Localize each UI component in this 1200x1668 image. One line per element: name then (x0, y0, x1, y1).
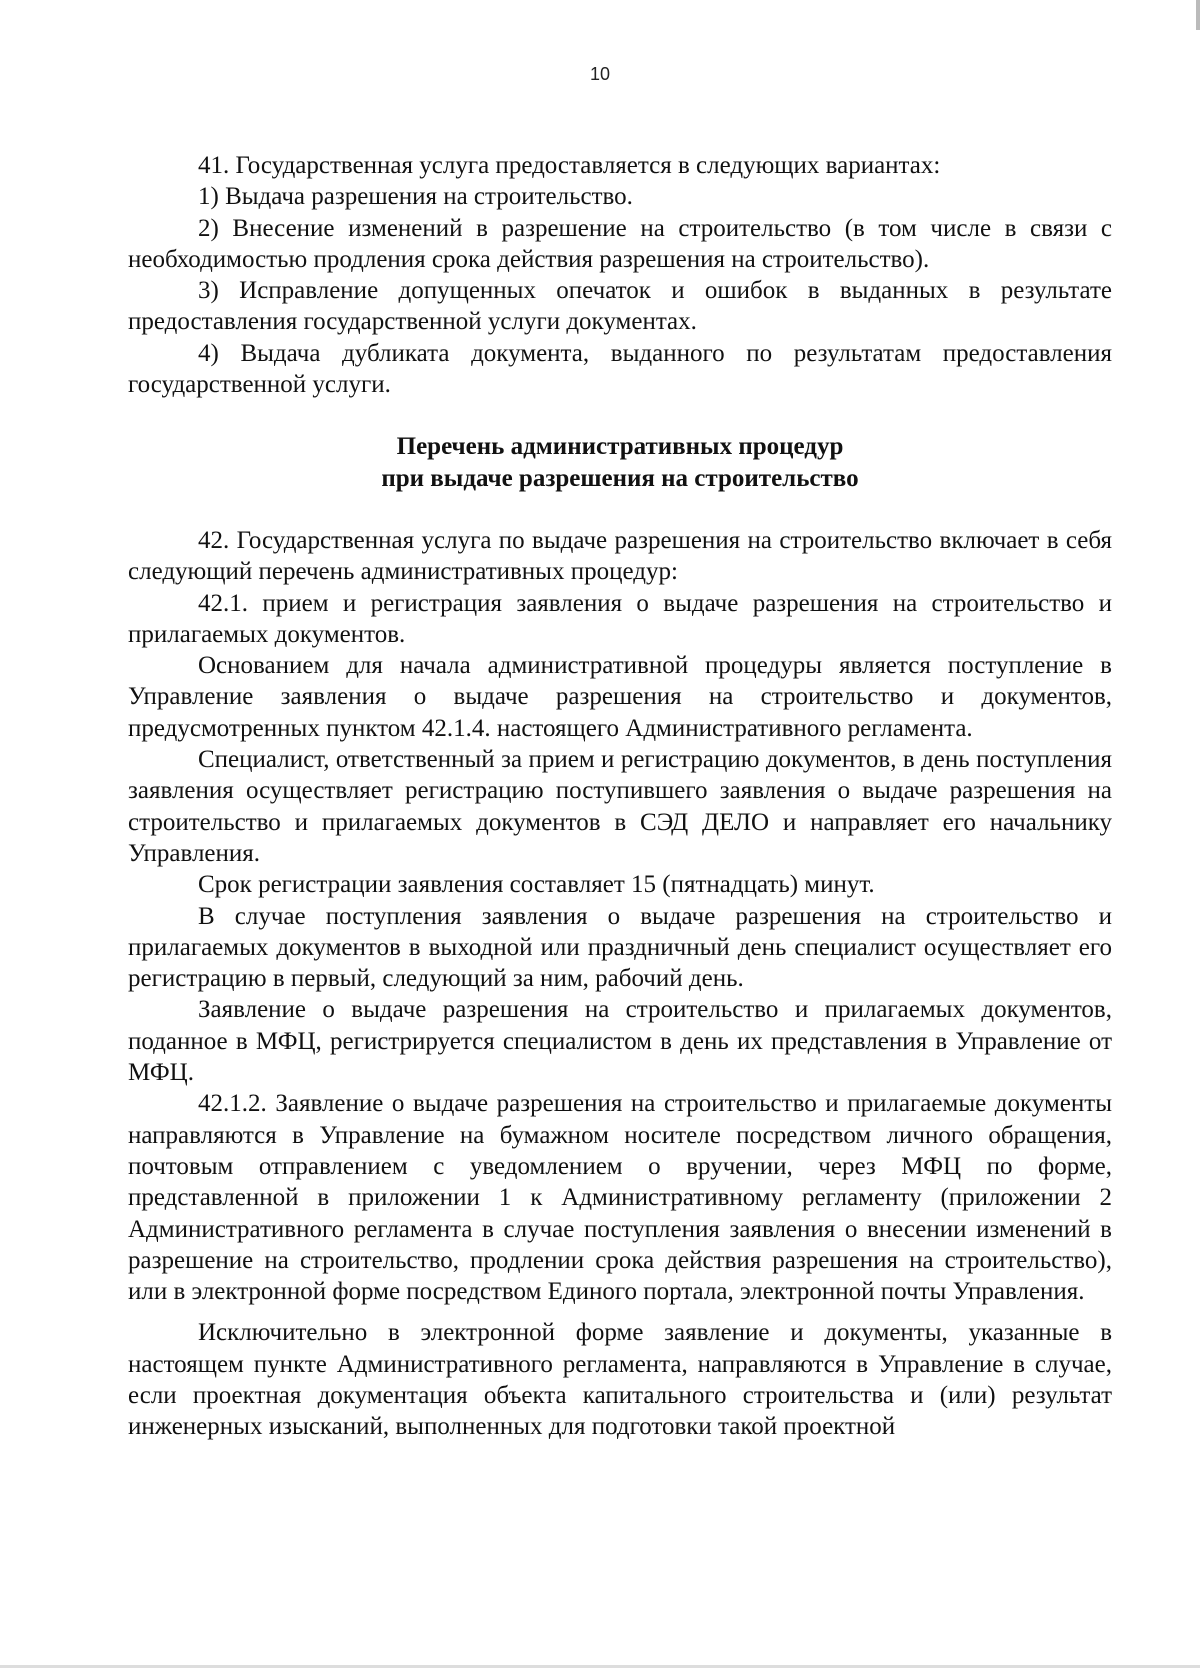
section-heading (128, 431, 1112, 494)
paragraph-electronic-only: Исключительно в электронной форме заявление и документы, указанные в настоящем пункте Административного регламента, направляются в Управление в случае, если проектная документация объекта капитального строительства и (или) результат инженерных изысканий, выполненных для подготовки такой проектной (128, 1319, 1112, 1441)
scan-edge-top (1196, 0, 1200, 30)
paragraph-gap (128, 1307, 1112, 1317)
section-heading-line-2: при выдаче разрешения на строительство (381, 464, 859, 492)
paragraph-42: 42. Государственная услуга по выдаче разрешения на строительство включает в себя следующий перечень административных процедур: (128, 526, 1112, 586)
paragraph-basis: Основанием для начала административной процедуры является поступление в Управление заявления о выдаче разрешения на строительство и документов, предусмотренных пунктом 42.1.4. настоящего Административного регламента. (128, 652, 1112, 742)
paragraph-mfc: Заявление о выдаче разрешения на строительство и прилагаемых документов, поданное в МФЦ, регистрируется специалистом в день их представления в Управление от МФЦ. (128, 996, 1112, 1087)
paragraph-42-1-2: 42.1.2. Заявление о выдаче разрешения на строительство и прилагаемые документы направляются в Управление на бумажном носителе посредством личного обращения, почтовым отправлением с уведомлением о вручении, через МФЦ по форме, представленной в приложении 1 к Административному регламенту (приложении 2 Административного регламента в случае поступления заявления о внесении изменений в разрешение на строительство, продлении срока действия разрешения на строительство), или в электронной форме посредством Единого портала, электронной почты Управления. (128, 1090, 1112, 1306)
paragraph-holiday: В случае поступления заявления о выдаче разрешения на строительство и прилагаемых документов в выходной или праздничный день специалист осуществляет его регистрацию в первый, следующий за ним, рабочий день. (128, 902, 1112, 993)
section-heading-line-1: Перечень административных процедур (396, 433, 844, 461)
variant-1: 1) Выдача разрешения на строительство. (198, 183, 633, 211)
paragraph-registration-term: Срок регистрации заявления составляет 15 (пятнадцать) минут. (198, 871, 875, 899)
paragraph-specialist: Специалист, ответственный за прием и регистрацию документов, в день поступления заявления осуществляет регистрацию поступившего заявления о выдаче разрешения на строительство и прилагаемых документов в СЭД ДЕЛО и направляет его начальнику Управления. (128, 746, 1112, 867)
variant-2: 2) Внесение изменений в разрешение на строительство (в том числе в связи с необходимостью продления срока действия разрешения на строительство). (128, 214, 1112, 273)
paragraph-41: 41. Государственная услуга предоставляется в следующих вариантах: (198, 152, 941, 179)
variant-3: 3) Исправление допущенных опечаток и ошибок в выданных в результате предоставления государственной услуги документах. (128, 277, 1112, 336)
document-body (128, 150, 1112, 1443)
page-number: 10 (589, 64, 611, 84)
paragraph-42-1: 42.1. прием и регистрация заявления о выдаче разрешения на строительство и прилагаемых документов. (128, 589, 1112, 648)
variant-4: 4) Выдача дубликата документа, выданного по результатам предоставления государственной услуги. (128, 339, 1112, 399)
